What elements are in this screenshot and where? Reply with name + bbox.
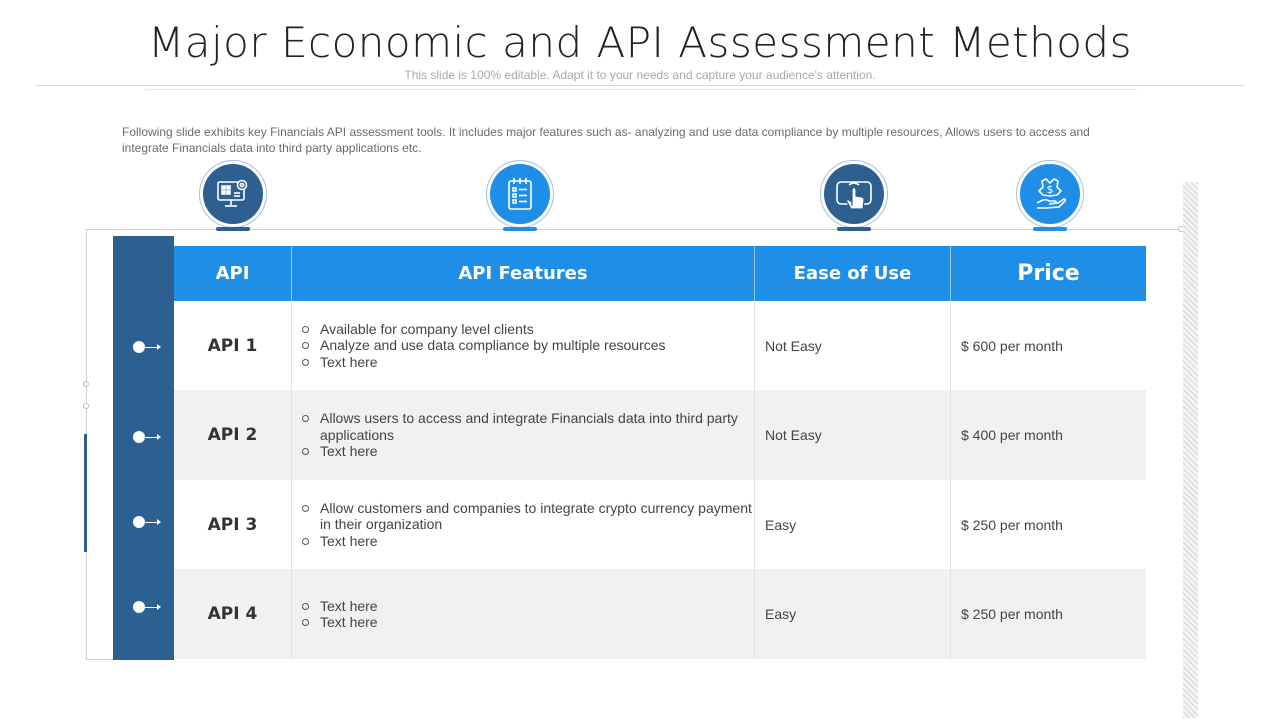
api-features-cell	[292, 569, 755, 659]
price-value: $ 400 per month	[961, 427, 1063, 443]
header-price: Price	[1017, 261, 1080, 286]
api-name: API 1	[174, 301, 292, 390]
ease-of-use-value: Not Easy	[755, 301, 951, 390]
api-name: API 4	[174, 569, 292, 659]
feature-item: Text here	[301, 533, 754, 550]
frame-dot	[83, 381, 89, 387]
frame-line-bottom	[86, 659, 116, 660]
touch-screen-icon	[824, 164, 884, 224]
api-features-cell	[292, 301, 755, 390]
header-api-features: API Features	[292, 246, 755, 301]
price-value: $ 600 per month	[961, 337, 1063, 354]
table-header	[174, 246, 1146, 301]
feature-item: Text here	[301, 614, 378, 631]
table-row	[174, 569, 1146, 659]
left-accent-bar	[84, 434, 87, 552]
table-sidebar	[113, 236, 174, 660]
icon-tab	[216, 227, 250, 231]
feature-item: Text here	[301, 598, 378, 615]
api-features-cell	[292, 480, 755, 569]
row-bullet-icon	[133, 516, 163, 528]
ease-of-use-value: Not Easy	[755, 390, 951, 480]
money-hand-icon	[1020, 164, 1080, 224]
slide-title: Major Economic and API Assessment Methods	[148, 18, 1132, 67]
checklist-icon	[490, 164, 550, 224]
row-bullet-icon	[133, 341, 163, 353]
price-value: $ 250 per month	[961, 516, 1063, 533]
feature-item: Allows users to access and integrate Financials data into third party applications	[301, 410, 754, 443]
api-name: API 3	[174, 480, 292, 569]
frame-line-top	[86, 229, 1182, 230]
feature-item: Analyze and use data compliance by multiple resources	[301, 337, 666, 354]
intro-text: Following slide exhibits key Financials API assessment tools. It includes major features such as- analyzing and use data compliance by multiple resources, Allows users to access and integrate Financials data into third party applications etc.	[122, 125, 1090, 155]
computer-settings-icon	[203, 164, 263, 224]
title-divider	[36, 85, 1244, 86]
icon-tab	[503, 227, 537, 231]
feature-item: Available for company level clients	[301, 321, 666, 338]
icon-tab	[1033, 227, 1067, 231]
api-features-cell	[292, 390, 755, 480]
ease-of-use-value: Easy	[755, 569, 951, 659]
icon-tab	[837, 227, 871, 231]
feature-item: Text here	[301, 354, 666, 371]
table-row	[174, 390, 1146, 480]
title-divider-secondary	[145, 89, 1137, 90]
price-value: $ 250 per month	[961, 606, 1063, 622]
header-api: API	[174, 246, 292, 301]
hatched-strip	[1183, 182, 1198, 718]
row-bullet-icon	[133, 601, 163, 613]
table-row	[174, 480, 1146, 569]
frame-dot	[83, 403, 89, 409]
ease-of-use-value: Easy	[755, 480, 951, 569]
table-row	[174, 301, 1146, 390]
slide-subtitle: This slide is 100% editable. Adapt it to your needs and capture your audience's attention.	[404, 68, 876, 82]
svg-text:$: $	[1046, 183, 1054, 196]
feature-item: Text here	[301, 443, 754, 460]
row-bullet-icon	[133, 431, 163, 443]
header-ease-of-use: Ease of Use	[755, 246, 951, 301]
api-name: API 2	[174, 390, 292, 480]
feature-item: Allow customers and companies to integrate crypto currency payment in their organization	[301, 500, 754, 533]
